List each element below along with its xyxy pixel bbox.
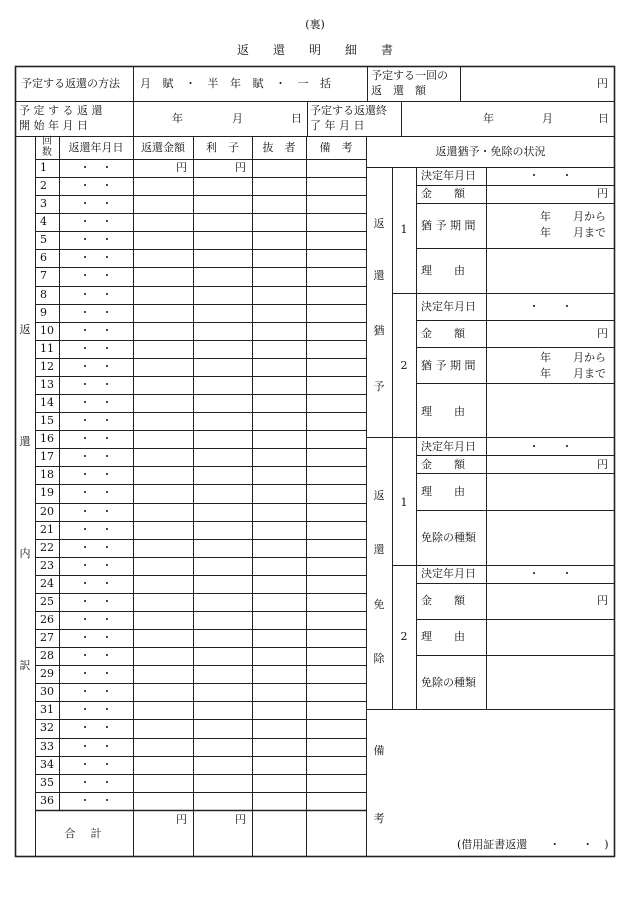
row-number: 27: [40, 631, 54, 645]
row-number: 14: [40, 396, 54, 410]
row-date-dots: ・ ・: [79, 414, 113, 428]
row-number: 29: [40, 667, 54, 681]
row-date-dots: ・ ・: [79, 649, 113, 663]
amount-label: 金 額: [421, 327, 465, 340]
total-label: 合 計: [64, 827, 104, 840]
end-day-unit: 日: [598, 112, 609, 125]
row-date-dots: ・ ・: [79, 775, 113, 789]
reason-label: 理 由: [421, 485, 465, 498]
row-number: 1: [40, 161, 47, 174]
end-year-unit: 年: [483, 112, 494, 125]
row-date-dots: ・ ・: [79, 721, 113, 735]
menjo-char: 免: [373, 598, 385, 611]
col-extract: 抜 者: [262, 141, 296, 154]
row-date-dots: ・ ・: [79, 522, 113, 536]
method-label: 予定する返還の方法: [21, 77, 120, 90]
decided-date-dots: ・ ・: [528, 567, 573, 580]
exemption-type-label: 免除の種類: [421, 676, 476, 689]
row-date-dots: ・ ・: [79, 233, 113, 247]
status-header: 返還猶予・免除の状況: [435, 145, 546, 158]
exemption-type-label: 免除の種類: [421, 531, 476, 544]
row-number: 6: [40, 251, 47, 265]
decided-date-label: 決定年月日: [421, 440, 476, 453]
row-date-dots: ・ ・: [79, 631, 113, 645]
row-number: 23: [40, 558, 54, 572]
per-amount-label-1: 予定する一回の: [371, 69, 448, 82]
remarks-char: 備: [373, 744, 385, 757]
yuuyo-char: 返: [373, 217, 385, 230]
row-number: 35: [40, 775, 54, 789]
row-number: 19: [40, 486, 54, 500]
row-date-dots: ・ ・: [79, 793, 113, 807]
row-number: 13: [40, 377, 54, 391]
period-label: 猶 予 期 間: [421, 359, 476, 372]
row-date-dots: ・ ・: [79, 613, 113, 626]
reason-label: 理 由: [421, 405, 465, 418]
yuuyo-char: 予: [373, 380, 385, 393]
amount-label: 金 額: [421, 187, 465, 200]
decided-date-label: 決定年月日: [421, 169, 476, 182]
row-number: 4: [40, 215, 47, 229]
row-number: 9: [40, 305, 47, 319]
row-number: 3: [40, 197, 47, 211]
row-interest-unit: 円: [235, 161, 246, 174]
row-number: 21: [40, 522, 54, 536]
decided-date-label: 決定年月日: [421, 567, 476, 580]
row-number: 11: [40, 341, 54, 355]
row-date-dots: ・ ・: [79, 251, 113, 265]
row-date-dots: ・ ・: [79, 269, 113, 283]
certificate-return-note: (借用証書返還 ・ ・ ): [457, 838, 609, 851]
row-number: 36: [40, 793, 54, 807]
col-return-amount: 返還金額: [141, 141, 185, 154]
row-number: 25: [40, 594, 54, 608]
menjo-no-2: 2: [400, 630, 408, 643]
row-date-dots: ・ ・: [79, 179, 113, 193]
menjo-char: 還: [373, 543, 385, 556]
col-interest: 利 子: [206, 141, 239, 154]
per-amount-unit: 円: [597, 77, 608, 90]
row-date-dots: ・ ・: [79, 685, 113, 699]
remarks-char: 考: [373, 812, 385, 825]
per-amount-label-2: 返 還 額: [371, 84, 426, 97]
period-to: 年 月まで: [540, 367, 606, 380]
period-from: 年 月から: [540, 351, 606, 364]
reason-label: 理 由: [421, 264, 465, 277]
row-date-dots: ・ ・: [79, 757, 113, 771]
reverse-side-mark: (裏): [305, 18, 325, 31]
side-label-char: 訳: [19, 659, 31, 672]
decided-date-dots: ・ ・: [528, 169, 573, 182]
row-number: 32: [40, 721, 54, 735]
start-label-2: 開 始 年 月 日: [19, 119, 88, 132]
row-date-dots: ・ ・: [79, 667, 113, 681]
decided-date-dots: ・ ・: [528, 440, 573, 453]
row-date-dots: ・ ・: [79, 161, 113, 174]
row-number: 18: [40, 468, 54, 482]
row-date-dots: ・ ・: [79, 341, 113, 355]
row-date-dots: ・ ・: [79, 396, 113, 410]
yuuyo-char: 還: [373, 269, 385, 282]
row-date-dots: ・ ・: [79, 504, 113, 518]
row-number: 30: [40, 685, 54, 699]
row-date-dots: ・ ・: [79, 377, 113, 391]
row-date-dots: ・ ・: [79, 739, 113, 753]
start-month-unit: 月: [232, 112, 243, 125]
row-number: 15: [40, 414, 54, 428]
total-amount-unit: 円: [176, 813, 187, 826]
menjo-char: 返: [373, 489, 385, 502]
row-date-dots: ・ ・: [79, 540, 113, 554]
page-title: 返 還 明 細 書: [236, 43, 393, 57]
row-number: 8: [40, 287, 47, 301]
period-from: 年 月から: [540, 210, 606, 223]
row-number: 7: [40, 269, 47, 283]
row-date-dots: ・ ・: [79, 468, 113, 482]
row-number: 22: [40, 540, 54, 554]
row-date-dots: ・ ・: [79, 323, 113, 337]
end-label-2: 了 年 月 日: [310, 119, 365, 132]
start-year-unit: 年: [172, 112, 183, 125]
amount-unit: 円: [597, 327, 608, 340]
period-to: 年 月まで: [540, 226, 606, 239]
row-number: 33: [40, 739, 54, 753]
row-date-dots: ・ ・: [79, 450, 113, 464]
row-number: 24: [40, 576, 54, 590]
decided-date-dots: ・ ・: [528, 300, 573, 313]
end-label-1: 予定する返還終: [310, 104, 387, 117]
row-date-dots: ・ ・: [79, 558, 113, 572]
amount-unit: 円: [597, 458, 608, 471]
row-number: 5: [40, 233, 47, 247]
row-number: 20: [40, 504, 54, 518]
row-number: 10: [40, 323, 54, 337]
row-number: 28: [40, 649, 54, 663]
yuuyo-no-1: 1: [400, 223, 408, 236]
menjo-char: 除: [373, 652, 385, 665]
total-interest-unit: 円: [235, 813, 246, 826]
start-label-1: 予 定 す る 返 還: [19, 104, 103, 117]
col-remarks: 備 考: [319, 141, 353, 154]
row-number: 16: [40, 432, 54, 446]
row-date-dots: ・ ・: [79, 432, 113, 446]
menjo-no-1: 1: [400, 496, 408, 509]
side-label-char: 返: [19, 323, 31, 336]
row-date-dots: ・ ・: [79, 287, 113, 301]
row-date-dots: ・ ・: [79, 703, 113, 717]
row-date-dots: ・ ・: [79, 359, 113, 373]
amount-unit: 円: [597, 594, 608, 607]
reason-label: 理 由: [421, 630, 465, 643]
row-amount-unit: 円: [176, 161, 187, 174]
row-date-dots: ・ ・: [79, 594, 113, 608]
row-date-dots: ・ ・: [79, 576, 113, 590]
row-date-dots: ・ ・: [79, 197, 113, 211]
amount-unit: 円: [597, 187, 608, 200]
row-number: 34: [40, 757, 54, 771]
period-label: 猶 予 期 間: [421, 219, 476, 232]
amount-label: 金 額: [421, 458, 465, 471]
col-return-date: 返還年月日: [68, 141, 124, 154]
start-day-unit: 日: [291, 112, 302, 125]
row-number: 17: [40, 450, 54, 464]
yuuyo-char: 猶: [373, 324, 385, 337]
col-count-2: 数: [42, 147, 52, 158]
amount-label: 金 額: [421, 594, 465, 607]
col-count-1: 回: [42, 136, 52, 147]
end-month-unit: 月: [542, 112, 553, 125]
row-number: 31: [40, 703, 54, 717]
row-date-dots: ・ ・: [79, 215, 113, 229]
row-date-dots: ・ ・: [79, 305, 113, 319]
row-date-dots: ・ ・: [79, 486, 113, 500]
decided-date-label: 決定年月日: [421, 300, 476, 313]
row-number: 26: [40, 613, 54, 626]
row-number: 12: [40, 359, 54, 373]
row-number: 2: [40, 179, 47, 193]
side-label-char: 還: [19, 435, 31, 448]
side-label-char: 内: [19, 547, 31, 560]
yuuyo-no-2: 2: [400, 359, 408, 372]
method-options: 月 賦 ・ 半 年 賦 ・ 一 括: [140, 77, 335, 90]
